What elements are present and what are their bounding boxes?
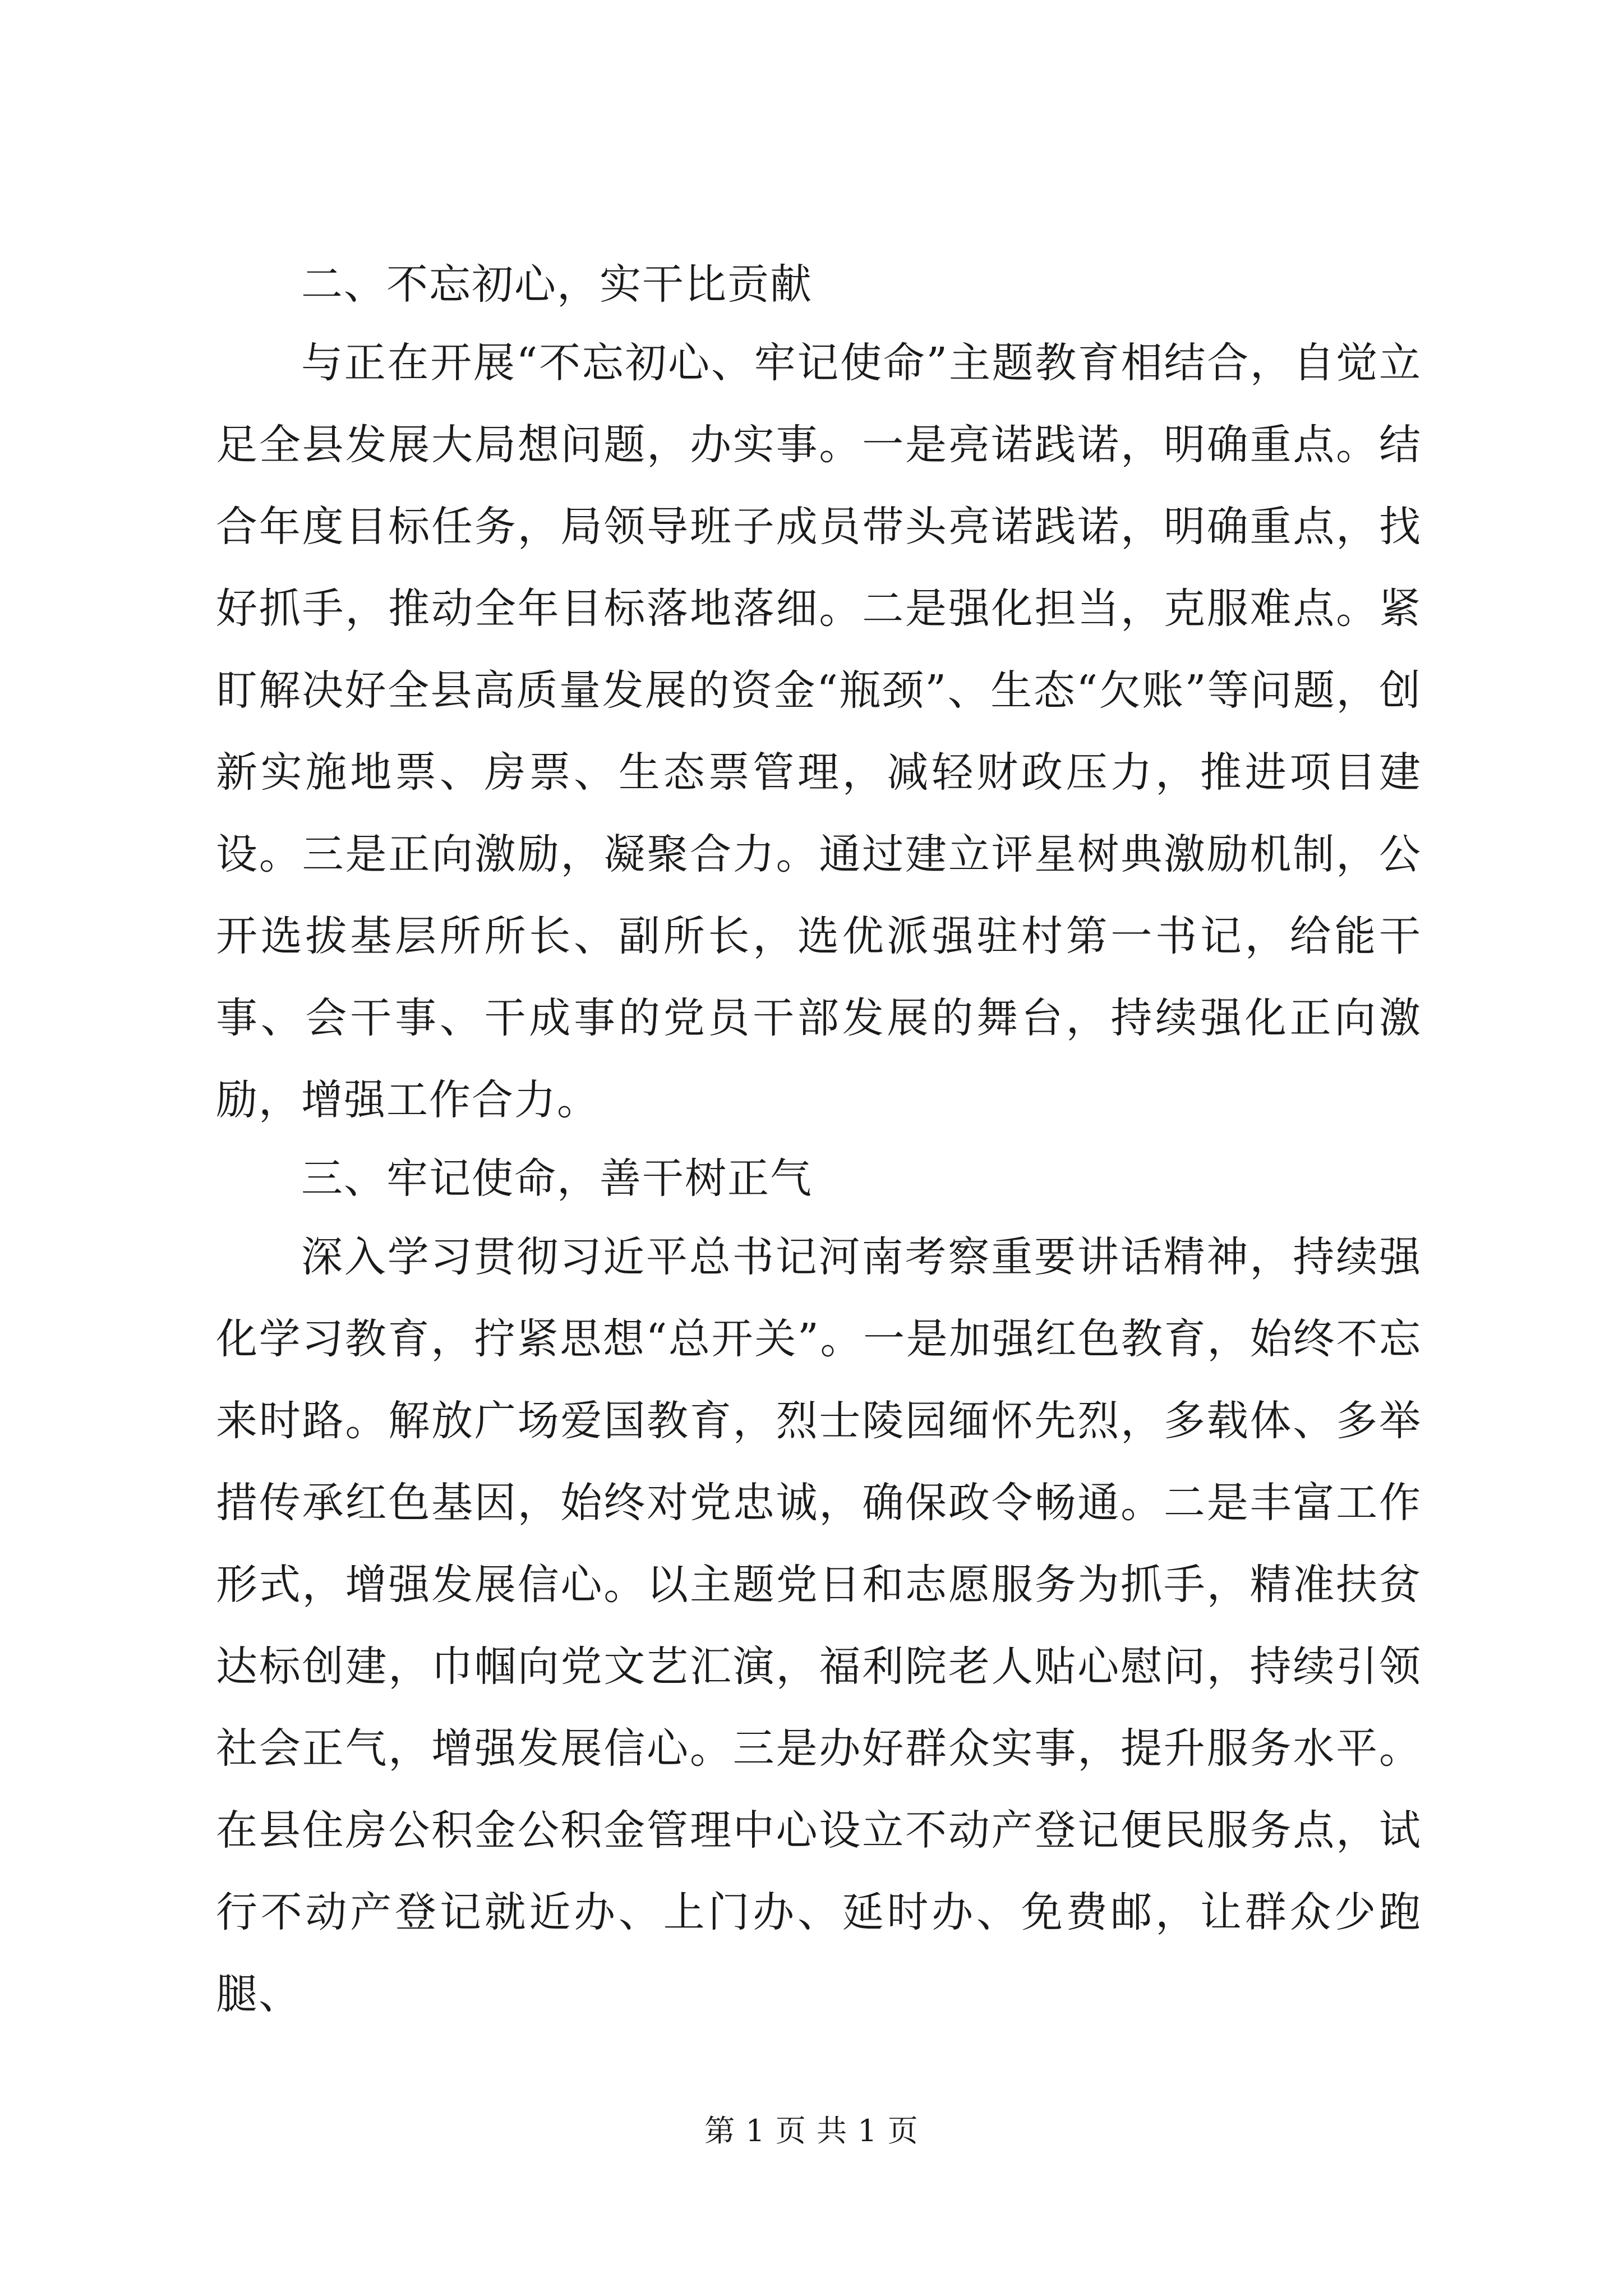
section-paragraph: 深入学习贯彻习近平总书记河南考察重要讲话精神，持续强化学习教育，拧紧思想“总开关”。一是加强红色教育，始终不忘来时路。解放广场爱国教育，烈士陵园缅怀先烈，多载体、多举措传承红色基因，始终对党忠诚，确保政令畅通。二是丰富工作形式，增强发展信心。以主题党日和志愿服务为抓手，精准扶贫达标创建，巾帼向党文艺汇演，福利院老人贴心慰问，持续引领社会正气，增强发展信心。三是办好群众实事，提升服务水平。在县住房公积金公积金管理中心设立不动产登记便民服务点，试行不动产登记就近办、上门办、延时办、免费邮，让群众少跑腿、 xyxy=(216,1233,1422,2018)
document-body xyxy=(216,247,1422,2035)
page-number-footer: 第 1 页 共 1 页 xyxy=(704,2113,919,2148)
section-heading: 三、牢记使命，善干树正气 xyxy=(301,1154,813,1203)
section-heading: 二、不忘初心，实干比贡献 xyxy=(301,260,813,309)
section-paragraph: 与正在开展“不忘初心、牢记使命”主题教育相结合，自觉立足全县发展大局想问题，办实事。一是亮诺践诺，明确重点。结合年度目标任务，局领导班子成员带头亮诺践诺，明确重点，找好抓手，推动全年目标落地落细。二是强化担当，克服难点。紧盯解决好全县高质量发展的资金“瓶颈”、生态“欠账”等问题，创新实施地票、房票、生态票管理，减轻财政压力，推进项目建设。三是正向激励，凝聚合力。通过建立评星树典激励机制，公开选拔基层所所长、副所长，选优派强驻村第一书记，给能干事、会干事、干成事的党员干部发展的舞台，持续强化正向激励，增强工作合力。 xyxy=(216,339,1422,1124)
